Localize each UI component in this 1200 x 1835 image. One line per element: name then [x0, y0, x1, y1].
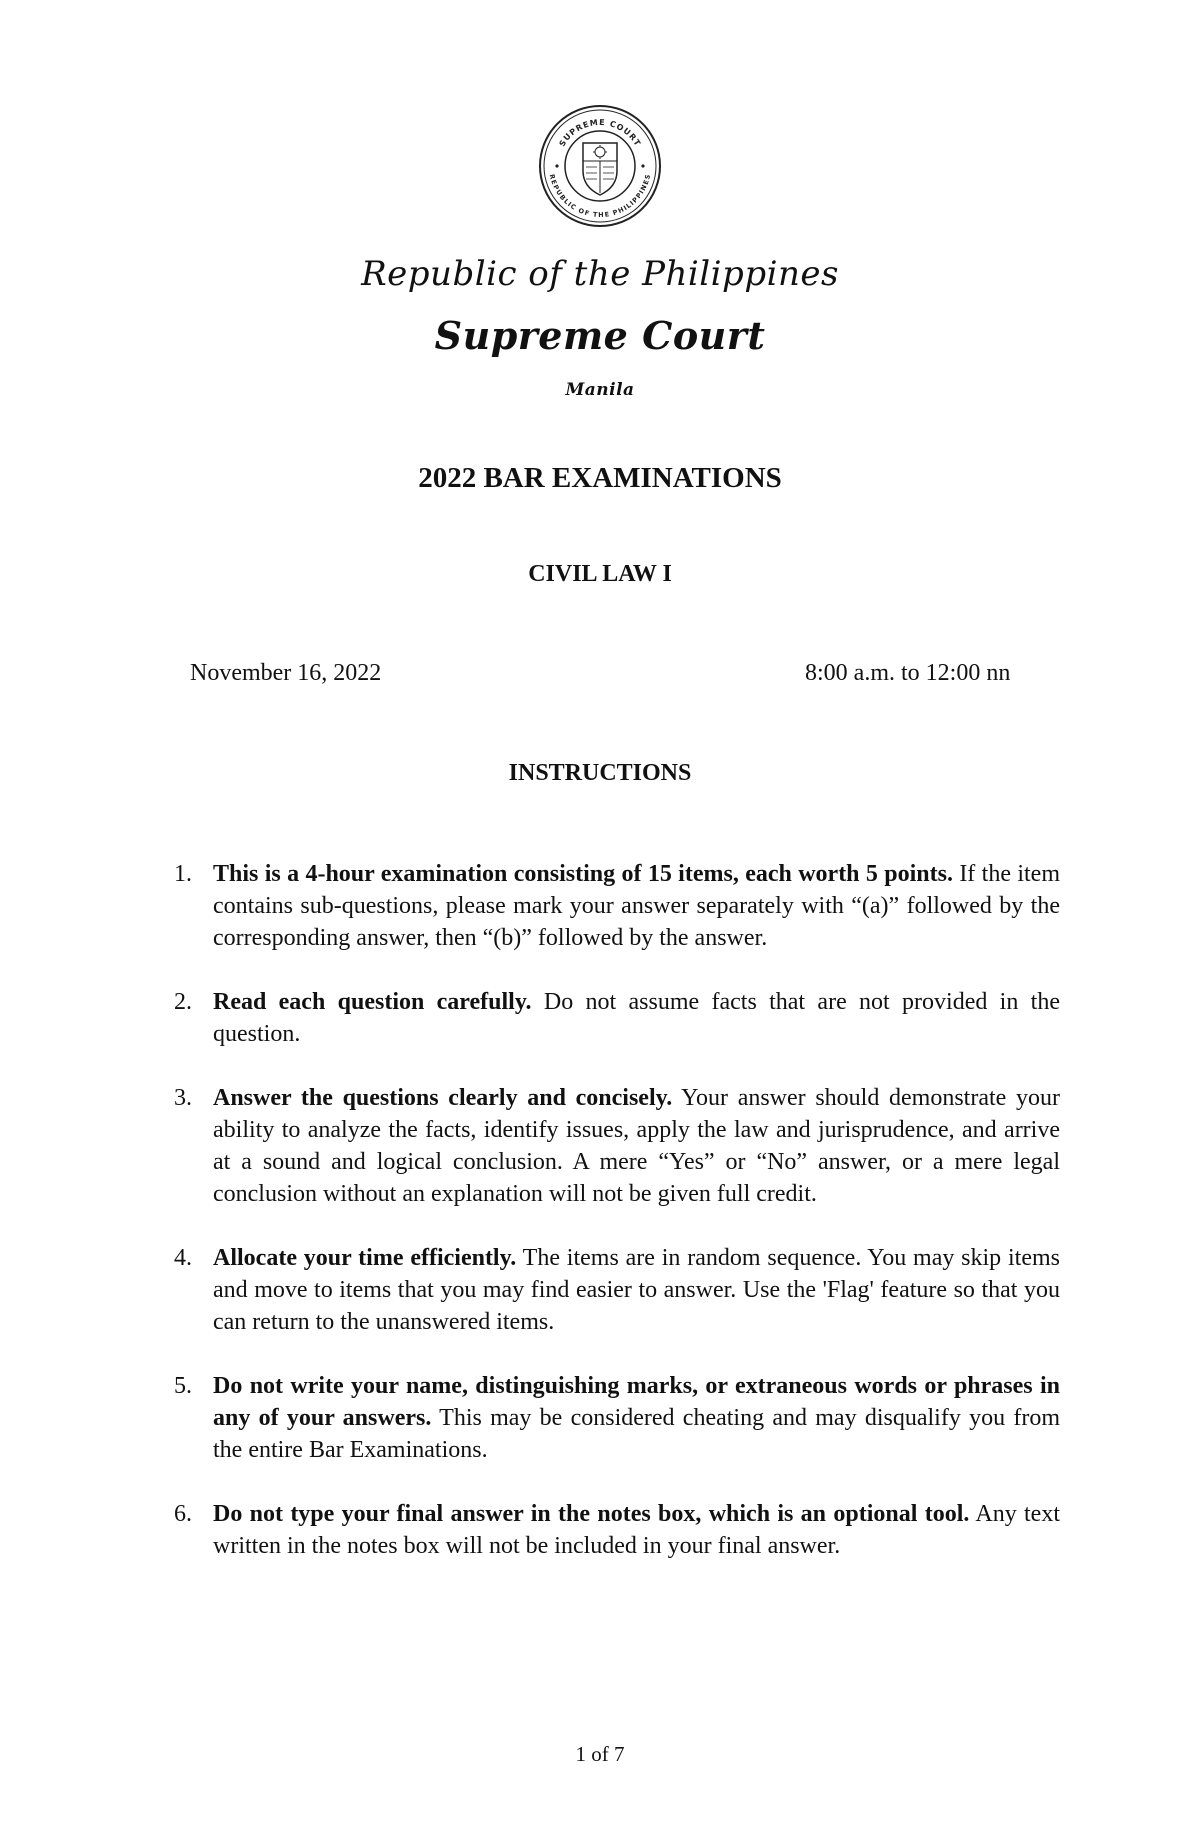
- svg-text:SUPREME COURT: SUPREME COURT: [557, 117, 643, 149]
- item-number: 3.: [174, 1085, 192, 1111]
- exam-time: 8:00 a.m. to 12:00 nn: [805, 660, 1011, 686]
- item-emphasis: This is a 4-hour examination consisting of 15 items, each worth 5 points.: [213, 861, 953, 887]
- item-emphasis: Do not write your name, distinguishing marks, or extraneous words or phrases in any of your answers.: [213, 1373, 1060, 1431]
- instruction-item: [170, 1370, 1060, 1466]
- instruction-item: [170, 858, 1060, 954]
- item-text: The items are in random sequence. You may skip items and move to items that you may find easier to answer. Use the 'Flag' feature so that you can return to the unanswered items.: [213, 1245, 1061, 1335]
- city-heading: Manila: [565, 380, 635, 400]
- item-number: 4.: [174, 1245, 192, 1271]
- item-text: Do not assume facts that are not provided in the question.: [213, 989, 1060, 1047]
- exam-subject: CIVIL LAW I: [528, 561, 672, 587]
- item-emphasis: Answer the questions clearly and concisely.: [213, 1085, 673, 1111]
- item-number: 5.: [174, 1373, 192, 1399]
- item-emphasis: Do not type your final answer in the notes box, which is an optional tool.: [213, 1501, 970, 1527]
- supreme-court-seal-icon: [537, 103, 663, 229]
- item-text: If the item contains sub-questions, please mark your answer separately with “(a)” followed by the corresponding answer, then “(b)” followed by the answer.: [213, 861, 1060, 951]
- republic-heading: Republic of the Philippines: [361, 254, 839, 294]
- instruction-item: [170, 1242, 1060, 1338]
- instruction-item: [170, 1498, 1060, 1562]
- item-emphasis: Allocate your time efficiently.: [213, 1245, 517, 1271]
- exam-date: November 16, 2022: [190, 660, 382, 686]
- court-heading: Supreme Court: [434, 313, 766, 358]
- item-text: Any text written in the notes box will not be included in your final answer.: [213, 1501, 1060, 1559]
- instructions-heading: INSTRUCTIONS: [508, 760, 692, 786]
- instruction-item: [170, 1082, 1060, 1210]
- item-text: Your answer should demonstrate your ability to analyze the facts, identify issues, apply the law and jurisprudence, and arrive at a sound and logical conclusion. A mere “Yes” or “No” answer, or a mere legal conclusion without an explanation will not be given full credit.: [213, 1085, 1060, 1207]
- page-indicator: 1 of 7: [575, 1742, 625, 1766]
- exam-title: 2022 BAR EXAMINATIONS: [418, 462, 782, 494]
- item-text: This may be considered cheating and may disqualify you from the entire Bar Examinations.: [213, 1405, 1060, 1463]
- item-number: 2.: [174, 989, 192, 1015]
- item-number: 1.: [174, 861, 192, 887]
- instructions-list: [170, 858, 1060, 1594]
- svg-text:REPUBLIC OF THE PHILIPPINES: REPUBLIC OF THE PHILIPPINES: [547, 173, 653, 220]
- item-number: 6.: [174, 1501, 192, 1527]
- instruction-item: [170, 986, 1060, 1050]
- item-emphasis: Read each question carefully.: [213, 989, 532, 1015]
